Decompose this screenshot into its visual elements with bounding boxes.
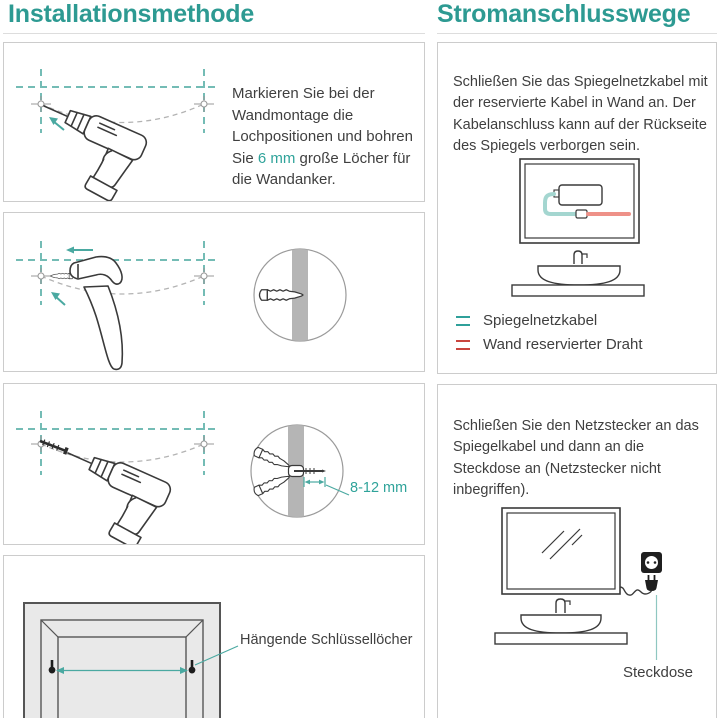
step-plug-text: Schließen Sie den Netzstecker an das Spiegelkabel und dann an die Steckdose an (Netzstecker nicht inbegriffen). <box>453 417 699 498</box>
cable-legend <box>452 312 643 360</box>
drill-icon <box>19 94 148 201</box>
cable-connector <box>576 210 587 218</box>
drill-mark-left <box>31 268 51 284</box>
screwing-illustration <box>4 384 424 544</box>
legend-label: Wand reservierter Draht <box>483 336 643 353</box>
sink-icon <box>495 599 627 644</box>
direction-arrow-icon <box>49 117 64 130</box>
panel-step-drill-holes <box>3 42 425 202</box>
keyhole-label: Hängende Schlüssellöcher <box>240 632 413 648</box>
text-after: große Löcher für die Wandanker. <box>232 149 411 188</box>
screw-depth-label: 8-12 mm <box>350 480 408 496</box>
step-connect-text: Schließen Sie das Spiegelnetzkabel mit der reservierte Kabel in Wand an. Der Kabelanschluss kann auf der Rückseite des Spiegels verborgen sein. <box>453 73 708 154</box>
hammer-anchor-illustration <box>4 213 424 371</box>
legend-row-mirror-cable <box>452 312 643 329</box>
text-before: Markieren Sie bei der Wandmontage die Lochpositionen und bohren Sie <box>232 85 413 167</box>
legend-row-wall-wire <box>452 336 643 353</box>
left-title-divider <box>3 33 425 34</box>
panel-step-hammer-anchor <box>3 212 425 372</box>
left-column-title: Installationsmethode <box>8 0 255 28</box>
panel-step-screw-depth <box>3 383 425 545</box>
drill-mark-right <box>194 436 214 452</box>
power-outlet-icon <box>641 552 662 573</box>
drill-size-highlight: 6 mm <box>257 149 296 167</box>
junction-box-icon <box>559 185 602 205</box>
hammer-icon <box>70 257 122 370</box>
anchor-detail-circle <box>254 247 346 343</box>
right-title-divider <box>437 33 717 34</box>
legend-label: Spiegelnetzkabel <box>483 312 598 329</box>
drill-mark-right <box>194 96 214 112</box>
hole-spacing-curve <box>41 104 204 123</box>
drill-icon <box>43 441 172 544</box>
screw-depth-detail-circle <box>251 423 349 519</box>
drill-mark-right <box>194 268 214 284</box>
panel-step-hang-mirror <box>3 555 425 718</box>
marking-guides <box>16 69 220 133</box>
panel-step-connect-cable <box>437 42 717 374</box>
drill-mark-left <box>31 96 51 112</box>
sink-icon <box>512 251 644 296</box>
step-drill-text <box>232 83 426 191</box>
mirror-cable-swatch-icon <box>456 316 470 326</box>
right-column-title: Stromanschlusswege <box>437 0 691 28</box>
panel-step-plug-socket <box>437 384 717 718</box>
mirror-icon <box>502 508 620 594</box>
wall-wire-swatch-icon <box>456 340 470 350</box>
power-plug-icon <box>645 575 658 591</box>
socket-label: Steckdose <box>622 664 694 681</box>
